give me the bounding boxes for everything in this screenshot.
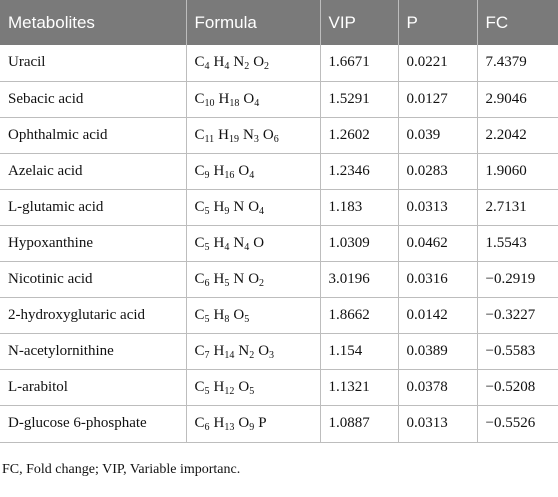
element-symbol: O bbox=[238, 415, 250, 432]
formula-element bbox=[233, 271, 244, 287]
vip-cell: 1.2346 bbox=[320, 153, 398, 189]
element-count: 2 bbox=[244, 61, 250, 73]
element-symbol: H bbox=[213, 307, 225, 324]
formula-cell bbox=[186, 298, 320, 334]
element-count: 16 bbox=[224, 169, 235, 181]
fold-change-cell: −0.2919 bbox=[485, 271, 536, 288]
formula-element bbox=[253, 54, 270, 73]
p-value-cell: 0.0462 bbox=[398, 225, 477, 261]
element-count: 5 bbox=[204, 205, 210, 217]
formula-element bbox=[194, 343, 210, 362]
element-symbol: C bbox=[194, 379, 205, 396]
formula-element bbox=[238, 343, 255, 362]
formula-element bbox=[213, 271, 230, 290]
formula-cell bbox=[186, 153, 320, 189]
element-count: 3 bbox=[253, 133, 259, 145]
element-count: 6 bbox=[204, 422, 210, 434]
metabolite-cell: Azelaic acid bbox=[0, 153, 186, 189]
element-symbol: H bbox=[218, 126, 229, 143]
fold-change-cell: 2.2042 bbox=[485, 126, 527, 143]
fold-change-cell: −0.5583 bbox=[485, 343, 536, 360]
metabolite-cell: L-arabitol bbox=[0, 370, 186, 406]
formula-cell bbox=[186, 406, 320, 442]
table-row bbox=[0, 262, 558, 298]
table-row bbox=[0, 81, 558, 117]
formula-element bbox=[194, 415, 210, 434]
element-symbol: N bbox=[233, 198, 245, 215]
element-symbol: C bbox=[194, 415, 205, 432]
header-formula: Formula bbox=[186, 0, 320, 45]
element-count: 5 bbox=[224, 278, 230, 290]
fold-change-cell: 2.7131 bbox=[485, 198, 527, 215]
table-body bbox=[0, 45, 558, 442]
formula-element bbox=[238, 163, 254, 179]
element-symbol: O bbox=[258, 343, 270, 360]
element-count: 13 bbox=[224, 422, 235, 434]
metabolite-cell: D-glucose 6-phosphate bbox=[0, 406, 186, 442]
formula-element bbox=[233, 235, 250, 254]
p-value-cell: 0.0313 bbox=[398, 406, 477, 442]
element-symbol: N bbox=[233, 271, 245, 288]
element-symbol: H bbox=[213, 162, 225, 179]
element-count: 9 bbox=[204, 169, 210, 181]
element-count: 5 bbox=[204, 242, 210, 254]
formula-element bbox=[194, 307, 210, 326]
element-count: 19 bbox=[229, 133, 239, 145]
element-symbol: H bbox=[213, 54, 225, 71]
table-row bbox=[0, 117, 558, 153]
vip-cell: 1.183 bbox=[320, 189, 398, 225]
element-count: 4 bbox=[224, 61, 230, 73]
element-count: 14 bbox=[224, 350, 235, 362]
element-symbol: C bbox=[194, 126, 205, 143]
metabolite-cell: Ophthalmic acid bbox=[0, 117, 186, 153]
p-value-cell: 0.0378 bbox=[398, 370, 477, 406]
header-metabolites: Metabolites bbox=[0, 0, 186, 45]
p-value-cell: 0.0221 bbox=[398, 45, 477, 81]
vip-cell: 1.0887 bbox=[320, 406, 398, 442]
formula-element bbox=[195, 127, 215, 143]
header-vip: VIP bbox=[320, 0, 398, 45]
formula-element bbox=[213, 379, 235, 398]
element-symbol: O bbox=[262, 126, 274, 143]
formula-element bbox=[238, 379, 255, 398]
element-symbol: O bbox=[253, 235, 265, 252]
table-row bbox=[0, 370, 558, 406]
element-symbol: C bbox=[194, 307, 205, 324]
element-count: 7 bbox=[204, 350, 210, 362]
element-count: 5 bbox=[249, 386, 255, 398]
element-symbol: C bbox=[194, 235, 205, 252]
element-symbol: O bbox=[243, 90, 255, 107]
metabolite-cell: L-glutamic acid bbox=[0, 189, 186, 225]
p-value-cell: 0.0316 bbox=[398, 262, 477, 298]
element-symbol: N bbox=[238, 343, 250, 360]
element-count: 4 bbox=[204, 61, 210, 73]
table-row bbox=[0, 334, 558, 370]
element-count: 2 bbox=[264, 61, 270, 73]
element-symbol: C bbox=[194, 343, 205, 360]
formula-element bbox=[238, 415, 255, 434]
formula-element bbox=[213, 415, 235, 434]
element-symbol: H bbox=[213, 379, 225, 396]
element-count: 4 bbox=[259, 205, 265, 217]
p-value-cell: 0.0142 bbox=[398, 298, 477, 334]
element-symbol: C bbox=[194, 271, 205, 288]
vip-cell: 1.5291 bbox=[320, 81, 398, 117]
formula-element bbox=[248, 199, 264, 215]
fold-change-cell: −0.5208 bbox=[485, 379, 536, 396]
fold-change-cell: −0.5526 bbox=[485, 415, 536, 432]
fold-change-cell: −0.3227 bbox=[485, 307, 536, 324]
formula-element bbox=[218, 127, 239, 143]
element-symbol: H bbox=[213, 198, 225, 215]
formula-cell bbox=[186, 45, 320, 81]
element-symbol: H bbox=[213, 343, 225, 360]
metabolite-cell: 2-hydroxyglutaric acid bbox=[0, 298, 186, 334]
table-footnote: FC, Fold change; VIP, Variable importanc. bbox=[2, 462, 241, 477]
element-symbol: P bbox=[258, 415, 267, 432]
formula-element bbox=[213, 54, 230, 73]
formula-cell bbox=[186, 81, 320, 117]
p-value-cell: 0.0127 bbox=[398, 81, 477, 117]
formula-element bbox=[233, 307, 250, 326]
table-header-row bbox=[0, 0, 558, 45]
header-p: P bbox=[398, 0, 477, 45]
element-count: 4 bbox=[224, 242, 230, 254]
element-count: 18 bbox=[229, 97, 240, 109]
element-symbol: N bbox=[243, 126, 254, 143]
element-symbol: N bbox=[233, 235, 245, 252]
element-count: 2 bbox=[259, 278, 265, 290]
element-count: 9 bbox=[249, 422, 255, 434]
metabolite-cell: Sebacic acid bbox=[0, 81, 186, 117]
formula-element bbox=[233, 54, 250, 73]
metabolite-cell: Uracil bbox=[0, 45, 186, 81]
element-count: 3 bbox=[269, 350, 275, 362]
vip-cell: 1.0309 bbox=[320, 225, 398, 261]
p-value-cell: 0.039 bbox=[398, 117, 477, 153]
formula-element bbox=[194, 271, 210, 290]
element-count: 6 bbox=[273, 133, 279, 145]
element-count: 9 bbox=[224, 205, 230, 217]
element-symbol: O bbox=[248, 271, 260, 288]
formula-element bbox=[253, 235, 264, 251]
table-row bbox=[0, 189, 558, 225]
p-value-cell: 0.0313 bbox=[398, 189, 477, 225]
element-symbol: C bbox=[194, 90, 205, 107]
vip-cell: 1.1321 bbox=[320, 370, 398, 406]
element-symbol: C bbox=[194, 198, 205, 215]
formula-element bbox=[195, 163, 210, 179]
element-count: 6 bbox=[204, 278, 210, 290]
p-value-cell: 0.0389 bbox=[398, 334, 477, 370]
formula-element bbox=[213, 307, 230, 326]
element-symbol: H bbox=[213, 235, 225, 252]
element-symbol: O bbox=[238, 379, 250, 396]
element-symbol: O bbox=[253, 54, 265, 71]
vip-cell: 1.2602 bbox=[320, 117, 398, 153]
element-symbol: C bbox=[194, 162, 205, 179]
formula-element bbox=[213, 343, 235, 362]
formula-element bbox=[243, 127, 259, 143]
element-count: 4 bbox=[254, 97, 260, 109]
element-symbol: O bbox=[248, 198, 260, 215]
table-row bbox=[0, 225, 558, 261]
metabolite-cell: N-acetylornithine bbox=[0, 334, 186, 370]
element-symbol: H bbox=[218, 90, 230, 107]
metabolite-cell: Nicotinic acid bbox=[0, 262, 186, 298]
element-count: 11 bbox=[204, 133, 215, 145]
element-symbol: O bbox=[238, 162, 250, 179]
fold-change-cell: 7.4379 bbox=[485, 54, 527, 71]
formula-cell bbox=[186, 334, 320, 370]
formula-element bbox=[263, 127, 279, 143]
formula-cell bbox=[186, 189, 320, 225]
metabolite-cell: Hypoxanthine bbox=[0, 225, 186, 261]
element-count: 10 bbox=[204, 97, 215, 109]
formula-element bbox=[214, 199, 230, 215]
element-symbol: N bbox=[233, 54, 245, 71]
element-count: 4 bbox=[249, 169, 255, 181]
element-symbol: O bbox=[233, 307, 245, 324]
formula-element bbox=[194, 54, 210, 73]
element-count: 2 bbox=[249, 350, 255, 362]
formula-element bbox=[233, 199, 244, 215]
element-count: 12 bbox=[224, 386, 235, 398]
vip-cell: 1.8662 bbox=[320, 298, 398, 334]
fold-change-cell: 1.9060 bbox=[485, 162, 527, 179]
table-row bbox=[0, 45, 558, 81]
formula-element bbox=[258, 415, 266, 431]
formula-cell bbox=[186, 262, 320, 298]
element-symbol: H bbox=[213, 271, 225, 288]
table-row bbox=[0, 406, 558, 442]
formula-element bbox=[248, 271, 265, 290]
element-count: 5 bbox=[204, 314, 210, 326]
formula-element bbox=[213, 235, 230, 254]
fold-change-cell: 2.9046 bbox=[485, 90, 527, 107]
fold-change-cell: 1.5543 bbox=[485, 235, 527, 252]
table-row bbox=[0, 153, 558, 189]
vip-cell: 3.0196 bbox=[320, 262, 398, 298]
formula-element bbox=[243, 91, 259, 107]
vip-cell: 1.154 bbox=[320, 334, 398, 370]
element-symbol: C bbox=[194, 54, 205, 71]
formula-cell bbox=[186, 117, 320, 153]
element-symbol: H bbox=[213, 415, 225, 432]
formula-cell bbox=[186, 225, 320, 261]
element-count: 5 bbox=[244, 314, 250, 326]
formula-element bbox=[195, 91, 215, 107]
formula-element bbox=[194, 235, 210, 254]
table-row bbox=[0, 298, 558, 334]
formula-cell bbox=[186, 370, 320, 406]
formula-element bbox=[219, 91, 240, 107]
formula-element bbox=[194, 379, 210, 398]
p-value-cell: 0.0283 bbox=[398, 153, 477, 189]
element-count: 8 bbox=[224, 314, 230, 326]
header-fc: FC bbox=[485, 12, 509, 32]
formula-element bbox=[195, 199, 210, 215]
vip-cell: 1.6671 bbox=[320, 45, 398, 81]
element-count: 5 bbox=[204, 386, 210, 398]
formula-element bbox=[214, 163, 235, 179]
formula-element bbox=[258, 343, 275, 362]
element-count: 4 bbox=[244, 242, 250, 254]
